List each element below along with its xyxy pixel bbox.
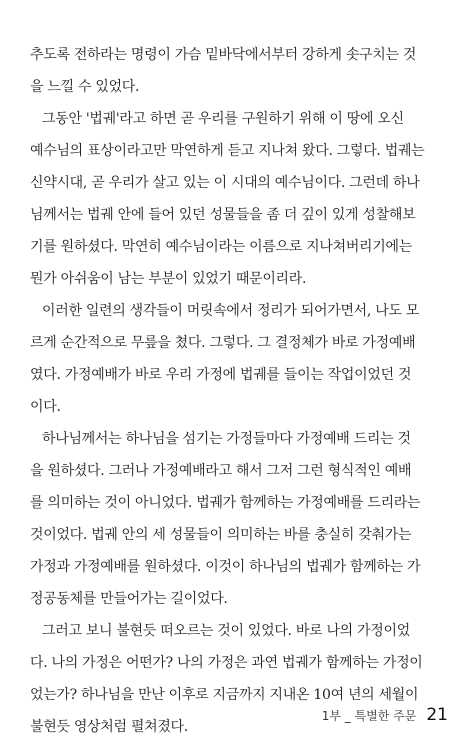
text-line: 뭔가 아쉬움이 남는 부분이 있었기 때문이리라. <box>30 271 307 287</box>
paragraph <box>30 423 448 615</box>
page-number: 21 <box>426 705 448 725</box>
text-line: 을 느낄 수 있었다. <box>30 79 140 95</box>
text-line: 그동안 '법궤'라고 하면 곧 우리를 구원하기 위해 이 땅에 오신 <box>42 111 404 127</box>
text-line: 것이었다. 법궤 안의 세 성물들이 의미하는 바를 충실히 갖춰가는 <box>30 527 412 543</box>
paragraph <box>30 39 448 103</box>
text-line: 었는가? 하나님을 만난 이후로 지금까지 지내온 10여 년의 세월이 <box>30 687 419 703</box>
text-line: 하나님께서는 하나님을 섬기는 가정들마다 가정예배 드리는 것 <box>42 431 411 447</box>
text-line: 추도록 전하라는 명령이 가슴 밑바닥에서부터 강하게 솟구치는 것 <box>30 47 417 63</box>
text-line: 정공동체를 만들어가는 길이었다. <box>30 591 228 607</box>
text-line: 님께서는 법궤 안에 들어 있던 성물들을 좀 더 깊이 있게 성찰해보 <box>30 207 416 223</box>
text-line: 기를 원하셨다. 막연히 예수님이라는 이름으로 지나쳐버리기에는 <box>30 239 412 255</box>
text-line: 르게 순간적으로 무릎을 쳤다. 그렇다. 그 결정체가 바로 가정예배 <box>30 335 416 351</box>
body-text <box>30 39 448 743</box>
text-line: 을 원하셨다. 그러나 가정예배라고 해서 그저 그런 형식적인 예배 <box>30 463 412 479</box>
text-line: 다. 나의 가정은 어떤가? 나의 가정은 과연 법궤가 함께하는 가정이 <box>30 655 423 671</box>
section-title: 1부 _ 특별한 주문 <box>321 709 417 723</box>
paragraph <box>30 295 448 423</box>
text-line: 신약시대, 곧 우리가 살고 있는 이 시대의 예수님이다. 그런데 하나 <box>30 175 420 191</box>
text-line: 예수님의 표상이라고만 막연하게 듣고 지나쳐 왔다. 그렇다. 법궤는 <box>30 143 425 159</box>
page-footer <box>322 705 448 725</box>
text-line: 그러고 보니 불현듯 떠오르는 것이 있었다. 바로 나의 가정이었 <box>42 623 410 639</box>
text-line: 였다. 가정예배가 바로 우리 가정에 법궤를 들이는 작업이었던 것 <box>30 367 412 383</box>
text-line: 이다. <box>30 399 61 415</box>
text-line: 가정과 가정예배를 원하셨다. 이것이 하나님의 법궤가 함께하는 가 <box>30 559 421 575</box>
text-line: 이러한 일련의 생각들이 머릿속에서 정리가 되어가면서, 나도 모 <box>42 303 420 319</box>
text-line: 불현듯 영상처럼 펼쳐졌다. <box>30 719 188 735</box>
text-line: 를 의미하는 것이 아니었다. 법궤가 함께하는 가정예배를 드리라는 <box>30 495 421 511</box>
paragraph <box>30 103 448 295</box>
